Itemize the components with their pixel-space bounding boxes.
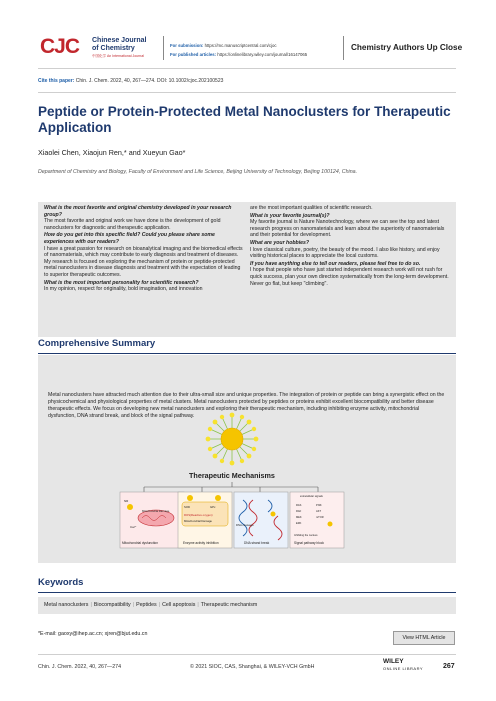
journal-name-line1: Chinese Journal bbox=[92, 37, 147, 44]
panel3-label-cleavage: DNA cleavage bbox=[236, 523, 254, 527]
figure-title: Therapeutic Mechanisms bbox=[189, 471, 275, 480]
summary-text: Metal nanoclusters have attracted much attention due to their ultra-small size and unique properties. The integration of protein or peptide can bring a synergistic effect on the physicochemical and physiological properties of metal clusters. Metal nanoclusters protected by peptides or proteins exhibit excellent biocompatibility and better disease therapeutic effects. We focus on developing new metal nanoclusters and exploring their therapeutic mechanism, including inhibiting enzyme activity, mitochondrial dysfunction, DNA strand break, and block of the signal pathway. bbox=[48, 392, 445, 419]
interview-box bbox=[38, 202, 456, 337]
keyword[interactable]: Peptides bbox=[136, 602, 157, 608]
keyword-separator: | bbox=[197, 602, 199, 608]
citation-label: Cite this paper: bbox=[38, 78, 75, 84]
answer: In my opinion, respect for originality, bold imagination, and innovation bbox=[44, 286, 203, 293]
submission-label: For submission: bbox=[170, 43, 204, 48]
page-number: 267 bbox=[443, 663, 455, 670]
panel4-label-nucleus: Inhibiting the nucleus bbox=[294, 534, 318, 537]
journal-subtitle: 中国化学 An International Journal bbox=[92, 54, 144, 58]
panel4-label-pi3k: PI3K bbox=[316, 504, 322, 507]
footer-rule bbox=[38, 654, 456, 655]
publisher-sub: ONLINE LIBRARY bbox=[383, 666, 424, 671]
answer: I have a great passion for research on bioanalytical imaging and the biomedical effects of nanomaterials, which may contribute to early diagnosis and treatment of diseases. My research is focused on exploring the mechanism of protein or peptide-protected metal nanoclusters in disease diagnosis and treatment with the expectation of leading to superior therapeutic outcomes. bbox=[44, 245, 243, 278]
panel-signal bbox=[290, 492, 344, 548]
panel2-label-sod: SOD bbox=[184, 505, 191, 509]
interview-column-left bbox=[44, 205, 245, 294]
question: What is the most favorite and original chemistry developed in your research group? bbox=[44, 205, 232, 218]
affiliation: Department of Chemistry and Biology, Faculty of Environment and Life Science, Beijing University of Technology, Beijing 100124, China. bbox=[38, 169, 358, 175]
panel1-label-ca: Ca²⁺ bbox=[130, 525, 137, 529]
publisher-logo bbox=[383, 658, 423, 672]
panel-label: Mitochondrial dysfunction bbox=[122, 541, 158, 545]
question: If you have anything else to tell our readers, please feel free to do so. bbox=[250, 260, 421, 267]
article-title: Peptide or Protein-Protected Metal Nanoclusters for Therapeutic Application bbox=[38, 104, 451, 135]
keyword[interactable]: Metal nanoclusters bbox=[44, 602, 89, 608]
header-divider bbox=[163, 36, 164, 60]
panel2-label-gpx: GPx bbox=[210, 505, 216, 509]
citation bbox=[38, 78, 223, 84]
keyword-separator: | bbox=[158, 602, 161, 608]
keywords-rule bbox=[38, 592, 456, 593]
question: What are your hobbies? bbox=[250, 239, 310, 246]
question: What is your favorite journal(s)? bbox=[250, 212, 330, 219]
keyword-separator: | bbox=[132, 602, 135, 608]
answer: are the most important qualities of scientific research. bbox=[250, 205, 373, 211]
submission-info bbox=[170, 41, 307, 59]
panel-mitochondrial bbox=[120, 492, 184, 548]
keyword-separator: | bbox=[90, 602, 92, 608]
journal-name bbox=[92, 37, 164, 53]
toc-graphic bbox=[118, 412, 346, 560]
panel2-label-damage: Mitochondrial Damage bbox=[184, 519, 212, 523]
summary-rule bbox=[38, 353, 456, 354]
view-html-button[interactable]: View HTML Article bbox=[393, 631, 455, 645]
answer: The most favorite and original work we have done is the development of gold nanoclusters for diagnostic and therapeutic application. bbox=[44, 218, 221, 231]
answer: My favorite journal is Nature Nanotechnology, where we can see the top and latest research progress on nanomaterials and learn about the superiority of nanomaterials and their potential for development. bbox=[250, 219, 445, 239]
journal-name-line2: of Chemistry bbox=[92, 45, 135, 52]
published-label: For published articles: bbox=[170, 52, 217, 57]
panel4-label-akt: AKT bbox=[316, 510, 322, 513]
question: How do you get into this specific field? Could you please share some experiences with our readers? bbox=[44, 232, 215, 245]
published-link[interactable]: https://onlinelibrary.wiley.com/journal/16147065 bbox=[217, 52, 308, 57]
citation-text: Chin. J. Chem. 2022, 40, 267—274. DOI: 10.1002/cjoc.202100523 bbox=[75, 78, 224, 84]
keywords-heading: Keywords bbox=[38, 577, 84, 588]
summary-heading: Comprehensive Summary bbox=[38, 338, 156, 349]
journal-logo: CJC bbox=[40, 35, 80, 58]
panel-label: Enzyme activity inhibition bbox=[183, 541, 219, 545]
panel-enzyme bbox=[178, 492, 232, 548]
keyword[interactable]: Cell apoptosis bbox=[162, 602, 196, 608]
keyword-list bbox=[44, 602, 257, 608]
section-title: Chemistry Authors Up Close bbox=[351, 43, 463, 52]
answer: I hope that people who have just started independent research work will not rush for quick success, plan your own direction systematically from the long-term development. Never go flat, but keep "climbing". bbox=[250, 267, 449, 287]
footer-copyright: © 2021 SIOC, CAS, Shanghai, & WILEY-VCH GmbH bbox=[190, 664, 315, 670]
interview-column-right bbox=[250, 205, 451, 288]
panel4-label-mek: MEK bbox=[296, 516, 302, 519]
panel4-label-erk: ERK bbox=[296, 522, 302, 525]
connector-lines bbox=[144, 482, 318, 492]
panel-dna bbox=[234, 492, 288, 548]
keyword[interactable]: Therapeutic mechanism bbox=[200, 602, 258, 608]
keywords-box bbox=[38, 597, 456, 614]
citation-rule bbox=[38, 92, 456, 93]
footer-citation: Chin. J. Chem. 2022, 40, 267—274 bbox=[38, 664, 122, 670]
panel1-label-nr: NR bbox=[124, 499, 129, 503]
panel-label: Signal pathway block bbox=[294, 541, 324, 545]
publisher-name: WILEY bbox=[383, 658, 404, 665]
authors: Xiaolei Chen, Xiaojun Ren,* and Xueyun Gao* bbox=[38, 148, 186, 157]
answer: I love classical culture, poetry, the beauty of the mood. I also like history, and enjoy visiting historical places to appreciate the local customs. bbox=[250, 246, 440, 260]
panel2-label-ros: ROS(Reactive oxygen) bbox=[184, 513, 213, 517]
panel4-label-ras: RAS bbox=[296, 504, 302, 507]
nanocluster-icon bbox=[206, 413, 259, 466]
panel4-label-raf: RAF bbox=[296, 510, 302, 513]
panel1-label-damage: Mitochondria Damage bbox=[142, 509, 170, 513]
submission-link[interactable]: https://mc.manuscriptcentral.com/cjoc bbox=[204, 43, 277, 48]
header-rule bbox=[38, 68, 456, 69]
corresponding-email: *E-mail: gaoxy@ihep.ac.cn; xjren@bjut.edu.cn bbox=[38, 631, 148, 637]
panel4-label-mtor: mTOR bbox=[316, 516, 324, 519]
keyword[interactable]: Biocompatibility bbox=[93, 602, 131, 608]
header-divider-2 bbox=[343, 36, 344, 60]
panel4-label-extracellular: extracellular signals bbox=[300, 495, 323, 498]
question: What is the most important personality for scientific research? bbox=[44, 279, 199, 286]
panel-label: DNA strand break bbox=[244, 541, 270, 545]
